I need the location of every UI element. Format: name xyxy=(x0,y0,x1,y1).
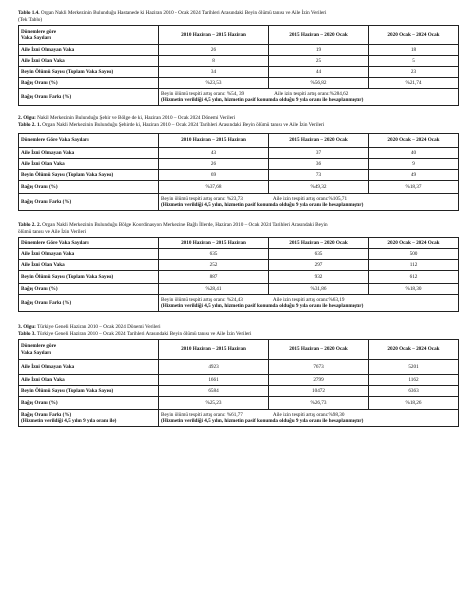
table-row xyxy=(19,67,459,78)
cell-value: 26 xyxy=(159,45,269,56)
row-label: Bağış Oranı (%) xyxy=(19,284,159,295)
header-cell: 2010 Haziran – 2015 Haziran xyxy=(159,26,269,45)
cell-value: 9 xyxy=(369,159,459,170)
table-4-caption: Tablo 3. Türkiye Geneli Haziran 2010 – Ocak 2024 Tarihleri Arasındaki Beyin ölümü tanısı ve Aile İzin Verileri xyxy=(18,331,252,337)
fark-cell: Beyin ölümü tespiti artış oranı: %54, 39 Aile izin tespiti artış oranı:%284,62 (Hizmetin verildiği 4,5 yılın, hizmetin pasif konumda olduğu 9 yıla oranı ile hesaplanmıştır) xyxy=(159,89,459,106)
table-header-row xyxy=(19,26,459,45)
table-row xyxy=(19,181,459,194)
cell-value: 932 xyxy=(269,271,369,284)
row-label: Aile İzni Olmayan Vaka xyxy=(19,148,159,159)
table-row xyxy=(19,271,459,284)
row-label: Aile İzni Olan Vaka xyxy=(19,375,159,386)
row-label: Aile İzni Olan Vaka xyxy=(19,159,159,170)
section-heading-2: 2. Olgu: Nakil Merkezinin Bulunduğu Şehir ve Bölge de ki, Haziran 2010 – Ocak 2024 Dönemi Verileri xyxy=(18,115,236,121)
table-3-caption: Tablo 2. 2. Organ Nakli Merkezinin Bulunduğu Bölge Koordinasyon Merkezine Bağlı İllerde, Haziran 2010 – Ocak 2024 Tarihleri Arasındaki Beyin xyxy=(18,222,328,228)
row-label: Bağış Oranı (%) xyxy=(19,397,159,410)
cell-value: 49 xyxy=(369,170,459,181)
table-row xyxy=(19,284,459,295)
cell-value: 26 xyxy=(159,159,269,170)
cell-value: %21,74 xyxy=(369,78,459,89)
header-cell: 2015 Haziran – 2020 Ocak xyxy=(269,134,369,148)
table-row xyxy=(19,56,459,67)
fark-cell: Beyin ölümü tespiti artış oranı: %23,73 Aile izin tespiti artış oranı:%105,71 (Hizmetin verildiği 4,5 yılın, hizmetin pasif konumda olduğu 9 yıla oranı ile hesaplanmıştır) xyxy=(159,194,459,211)
cell-value: 37 xyxy=(269,148,369,159)
table-row xyxy=(19,295,459,312)
header-cell: 2015 Haziran – 2020 Ocak xyxy=(269,26,369,45)
row-label: Bağış Oranı Farkı (%) xyxy=(19,194,159,211)
row-label: Beyin Ölümü Sayısı (Toplam Vaka Sayısı) xyxy=(19,386,159,397)
table-2 xyxy=(18,133,459,211)
row-label: Beyin Ölümü Sayısı (Toplam Vaka Sayısı) xyxy=(19,67,159,78)
row-label: Aile İzni Olan Vaka xyxy=(19,56,159,67)
table-4 xyxy=(18,339,459,427)
table-row xyxy=(19,260,459,271)
cell-value: 6363 xyxy=(369,386,459,397)
cell-value: %31,86 xyxy=(269,284,369,295)
cell-value: 5 xyxy=(369,56,459,67)
header-cell: 2020 Ocak – 2024 Ocak xyxy=(369,340,459,360)
row-label: Beyin Ölümü Sayısı (Toplam Vaka Sayısı) xyxy=(19,271,159,284)
cell-value: %23,53 xyxy=(159,78,269,89)
cell-value: 1661 xyxy=(159,375,269,386)
cell-value: 23 xyxy=(369,67,459,78)
row-label: Beyin Ölümü Sayısı (Toplam Vaka Sayısı) xyxy=(19,170,159,181)
fark-cell: Beyin ölümü tespiti artış oranı: %24,43 Aile izin tespiti artış oranı:%63,19 (Hizmetin verildiği 4,5 yılın, hizmetin pasif konumda olduğu 9 yıla oranı ile hesaplanmıştır) xyxy=(159,295,459,312)
cell-value: 36 xyxy=(269,159,369,170)
row-label: Aile İzni Olmayan Vaka xyxy=(19,360,159,375)
header-cell: Dönemlere göre Vaka Sayıları xyxy=(19,26,159,45)
table-row xyxy=(19,360,459,375)
cell-value: 112 xyxy=(369,260,459,271)
header-cell: 2015 Haziran – 2020 Ocak xyxy=(269,238,369,249)
header-cell: Dönemlere Göre Vaka Sayıları xyxy=(19,238,159,249)
cell-value: 19 xyxy=(269,45,369,56)
cell-value: 635 xyxy=(269,249,369,260)
row-label: Bağış Oranı Farkı (%) (Hizmetin verildiği 4,5 yılın 9 yıla oranı ile) xyxy=(19,410,159,427)
cell-value: 7673 xyxy=(269,360,369,375)
cell-value: %18,37 xyxy=(369,181,459,194)
table-3-caption-sub: ölümü tanısı ve Aile İzin Verileri xyxy=(18,229,87,235)
header-cell: 2020 Ocak – 2024 Ocak xyxy=(369,238,459,249)
table-1 xyxy=(18,25,459,106)
table-row xyxy=(19,78,459,89)
table-header-row xyxy=(19,238,459,249)
header-cell: Dönemlere göre Vaka Sayıları xyxy=(19,340,159,360)
cell-value: 44 xyxy=(269,67,369,78)
cell-value: 10472 xyxy=(269,386,369,397)
cell-value: 6584 xyxy=(159,386,269,397)
cell-value: 297 xyxy=(269,260,369,271)
table-row xyxy=(19,410,459,427)
cell-value: %18,26 xyxy=(369,397,459,410)
table-row xyxy=(19,170,459,181)
row-label: Aile İzni Olmayan Vaka xyxy=(19,249,159,260)
header-cell: 2020 Ocak – 2024 Ocak xyxy=(369,134,459,148)
header-cell: 2010 Haziran – 2015 Haziran xyxy=(159,238,269,249)
cell-value: 43 xyxy=(159,148,269,159)
table-2-caption: Tablo 2. 1. Organ Nakli Merkezinin Bulunduğu Şehirde ki, Haziran 2010 – Ocak 2024 Tarihleri Arasındaki Beyin ölümü tanısı ve Aile İzin Verileri xyxy=(18,122,325,128)
table-header-row xyxy=(19,340,459,360)
cell-value: %49,32 xyxy=(269,181,369,194)
header-cell: 2010 Haziran – 2015 Haziran xyxy=(159,340,269,360)
cell-value: 2799 xyxy=(269,375,369,386)
table-row xyxy=(19,194,459,211)
header-cell: 2010 Haziran – 2015 Haziran xyxy=(159,134,269,148)
table-row xyxy=(19,249,459,260)
section-heading-3: 3. Olgu: Türkiye Geneli Haziran 2010 – Ocak 2024 Dönemi Verileri xyxy=(18,324,161,330)
cell-value: 4923 xyxy=(159,360,269,375)
cell-value: %56,82 xyxy=(269,78,369,89)
row-label: Aile İzni Olmayan Vaka xyxy=(19,45,159,56)
document-page xyxy=(18,8,458,427)
cell-value: 73 xyxy=(269,170,369,181)
table-1-caption: Tablo 1.4. Organ Nakli Merkezinin Bulunduğu Hastanede ki Haziran 2010 - Ocak 2024 Tarihleri Arasındaki Beyin ölümü tanısı ve Aile İzin Verileri xyxy=(18,10,327,16)
cell-value: %26,73 xyxy=(269,397,369,410)
table-row xyxy=(19,45,459,56)
row-label: Bağış Oranı Farkı (%) xyxy=(19,89,159,106)
row-label: Aile İzni Olan Vaka xyxy=(19,260,159,271)
row-label: Bağış Oranı (%) xyxy=(19,181,159,194)
cell-value: 252 xyxy=(159,260,269,271)
header-cell: 2020 Ocak – 2024 Ocak xyxy=(369,26,459,45)
cell-value: 635 xyxy=(159,249,269,260)
header-cell: 2015 Haziran – 2020 Ocak xyxy=(269,340,369,360)
header-cell: Dönemlere Göre Vaka Sayıları xyxy=(19,134,159,148)
cell-value: 18 xyxy=(369,45,459,56)
cell-value: 69 xyxy=(159,170,269,181)
cell-value: 40 xyxy=(369,148,459,159)
cell-value: %28,41 xyxy=(159,284,269,295)
cell-value: 1162 xyxy=(369,375,459,386)
table-row xyxy=(19,397,459,410)
cell-value: 8 xyxy=(159,56,269,67)
cell-value: %18,30 xyxy=(369,284,459,295)
cell-value: 887 xyxy=(159,271,269,284)
table-row xyxy=(19,386,459,397)
table-header-row xyxy=(19,134,459,148)
cell-value: %25,23 xyxy=(159,397,269,410)
table-3 xyxy=(18,237,459,312)
cell-value: 612 xyxy=(369,271,459,284)
fark-cell: Beyin ölümü tespiti artış oranı: %61,77 Aile izin tespiti artış oranı:%98,30 (Hizmetin verildiği 4,5 yılın, hizmetin pasif konumda olduğu 9 yıla oranı ile hesaplanmıştır) xyxy=(159,410,459,427)
table-row xyxy=(19,159,459,170)
table-row xyxy=(19,148,459,159)
cell-value: 5201 xyxy=(369,360,459,375)
cell-value: %37,68 xyxy=(159,181,269,194)
row-label: Bağış Oranı (%) xyxy=(19,78,159,89)
cell-value: 500 xyxy=(369,249,459,260)
cell-value: 25 xyxy=(269,56,369,67)
table-row xyxy=(19,89,459,106)
row-label: Bağış Oranı Farkı (%) xyxy=(19,295,159,312)
table-1-caption-sub: (Tek Tablo) xyxy=(18,17,43,23)
table-row xyxy=(19,375,459,386)
cell-value: 34 xyxy=(159,67,269,78)
